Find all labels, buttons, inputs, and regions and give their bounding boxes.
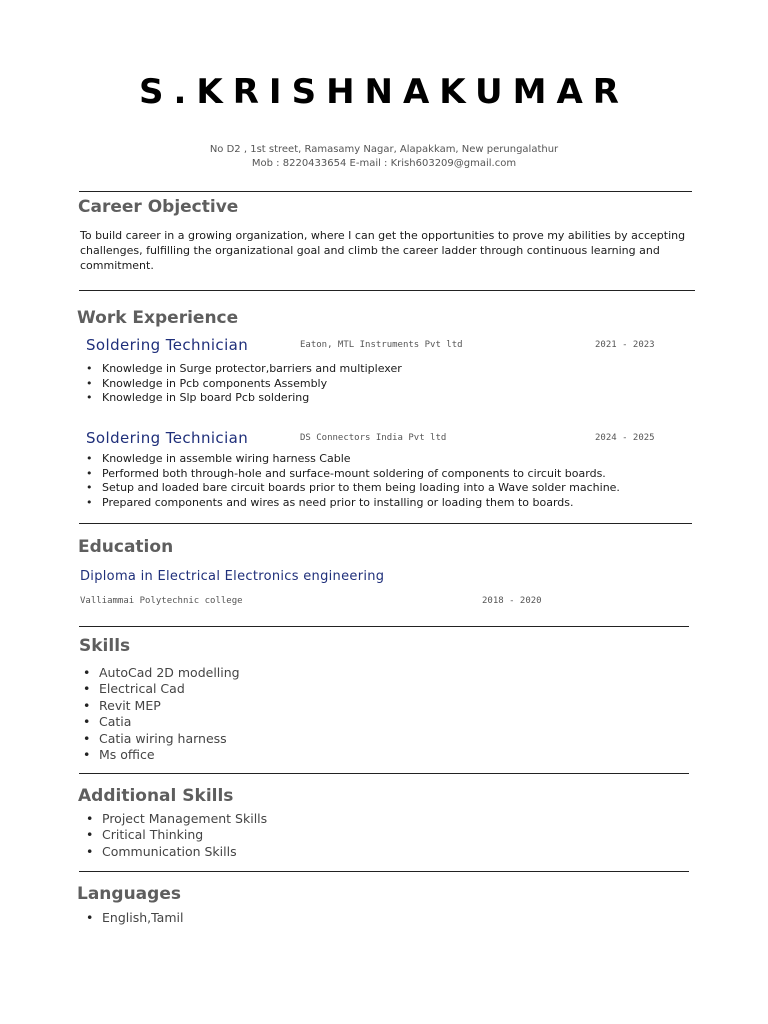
list-item: • Ms office: [77, 747, 240, 763]
college-name: Valliammai Polytechnic college: [80, 596, 243, 606]
list-item: • Prepared components and wires as need prior to installing or loading them to boards.: [80, 496, 620, 511]
job-duties-list: [80, 452, 620, 510]
section-heading-work-experience: Work Experience: [77, 308, 239, 328]
list-item: • Setup and loaded bare circuit boards prior to them being loading into a Wave solder machine.: [80, 481, 620, 496]
job-years: 2021 - 2023: [595, 340, 655, 350]
divider: [79, 871, 689, 872]
degree-title: Diploma in Electrical Electronics engineering: [80, 569, 385, 584]
job-title: Soldering Technician: [86, 336, 249, 354]
divider: [79, 523, 692, 524]
list-item: • Project Management Skills: [80, 811, 267, 827]
section-heading-skills: Skills: [79, 636, 131, 656]
divider: [79, 191, 692, 192]
career-objective-text: [80, 228, 685, 273]
contact-line: Mob : 8220433654 E-mail : Krish603209@gmail.com: [251, 158, 517, 169]
skills-list: [77, 665, 240, 763]
list-item: • Knowledge in Slp board Pcb soldering: [80, 391, 402, 406]
list-item: • Catia wiring harness: [77, 731, 240, 747]
company-name: Eaton, MTL Instruments Pvt ltd: [300, 340, 463, 350]
section-heading-languages: Languages: [77, 884, 181, 904]
address-line: No D2 , 1st street, Ramasamy Nagar, Alapakkam, New perungalathur: [209, 144, 559, 155]
job-title: Soldering Technician: [86, 429, 249, 447]
section-heading-additional-skills: Additional Skills: [78, 786, 234, 806]
list-item: • Catia: [77, 714, 240, 730]
education-years: 2018 - 2020: [482, 596, 542, 606]
career-objective-line: To build career in a growing organization, where I can get the opportunities to prove my abilities by accepting: [80, 229, 686, 242]
candidate-name: S.KRISHNAKUMAR: [139, 72, 629, 112]
divider: [79, 626, 689, 627]
career-objective-line: challenges, fulfilling the organizational goal and climb the career ladder through continuous learning and: [80, 244, 660, 257]
section-heading-career-objective: Career Objective: [78, 197, 239, 217]
job-years: 2024 - 2025: [595, 433, 655, 443]
company-name: DS Connectors India Pvt ltd: [300, 433, 447, 443]
list-item: • AutoCad 2D modelling: [77, 665, 240, 681]
list-item: • English,Tamil: [80, 910, 183, 926]
list-item: • Knowledge in Pcb components Assembly: [80, 377, 402, 392]
divider: [79, 290, 695, 291]
list-item: • Revit MEP: [77, 698, 240, 714]
career-objective-line: commitment.: [80, 259, 154, 272]
list-item: • Knowledge in Surge protector,barriers and multiplexer: [80, 362, 402, 377]
list-item: • Performed both through-hole and surface-mount soldering of components to circuit boards.: [80, 467, 620, 482]
list-item: • Critical Thinking: [80, 827, 267, 843]
list-item: • Communication Skills: [80, 844, 267, 860]
languages-list: [80, 910, 183, 926]
additional-skills-list: [80, 811, 267, 860]
list-item: • Knowledge in assemble wiring harness Cable: [80, 452, 620, 467]
list-item: • Electrical Cad: [77, 681, 240, 697]
section-heading-education: Education: [78, 537, 174, 557]
job-duties-list: [80, 362, 402, 406]
divider: [79, 773, 689, 774]
